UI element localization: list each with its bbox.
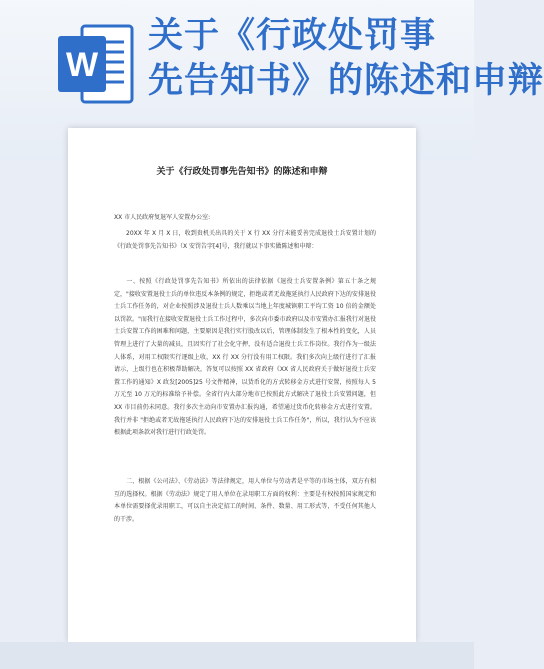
word-icon-letter: W [65, 46, 99, 84]
banner-title [148, 14, 544, 104]
word-document-icon [56, 20, 134, 108]
document-paragraph [114, 228, 376, 253]
footer-band [0, 642, 474, 669]
document-salutation: XX 市人民政府复退军人安置办公室: [114, 214, 211, 221]
document-paragraph [114, 276, 376, 440]
document-paragraph [114, 476, 376, 526]
paragraph-text: 二、根据《公司法》、《劳动法》等法律规定，用人单位与劳动者是平等的市场主体，双方有相互的选择权。根据《劳动法》规定了用人单位在录用职工方面的权利：主要是有权按照国家规定和本单位需要择优录用职工，可以自主决定招工的时间、条件、数量、用工形式等，不受任何其他人的干涉。 [114, 478, 376, 523]
paragraph-text: 20XX 年 X 月 X 日，收到贵机关出具的关于 X 行 XX 分行未能妥善完成退役士兵安置计划的《行政处罚事先告知书》（X 安罚告字[4]号，我行就以下事实做陈述和申辩： [114, 230, 376, 250]
document-page [68, 128, 416, 642]
paragraph-text: 一、按照《行政处罚事先告知书》所依出的法律依据《退役士兵安置条例》第五十条之规定，"接收安置退役士兵的单位违反本条例的规定，拒绝或者无故拖延执行人民政府下达的安排退役士兵工作任务的，对企业按照涉及退役士兵人数乘以当地上年度城镇职工平均工资 10 倍的金额处以罚款。"而我行在接收安置退役士兵工作过程中，多次向市委市政府以及市安置办汇报我行对退役士兵安置工作的困难和问题，主要原因是我行实行股改以后，管理体制发生了根本性的变化，人员管理上进行了大量的减员，且因实行了社会化守押，没有适合退役士兵工作岗位。我行作为一级法人体系，对用工权限实行逐级上收，XX 行 XX 分行没有用工权限。我们多次向上级行进行了汇报请示，上级行也在积极帮助解决，答复可以按照 XX 省政府《XX 省人民政府关于做好退役士兵安置工作的通知》X 政发[2005]25 号文件精神，以货币化的方式转移金方式进行安置，按照每人 5 万元至 10 万元的标准给予补偿。全省行内大部分地市已按照此方式解决了退役士兵安置问题，但 XX 市目前仍未同意。我行多次主动向市安置办汇报沟通，希望通过货币化转移金方式进行安置。我行并非 "拒绝或者无故拖延执行人民政府下达的安排退役士兵工作任务"，所以，我行认为不应该根据此项条款对我行进行行政处罚。 [114, 278, 376, 437]
banner-title-line-2: 先告知书》的陈述和申辩 [148, 61, 544, 101]
document-title: 关于《行政处罚事先告知书》的陈述和申辩 [156, 167, 328, 177]
banner-title-line-1: 关于《行政处罚事 [148, 16, 437, 56]
